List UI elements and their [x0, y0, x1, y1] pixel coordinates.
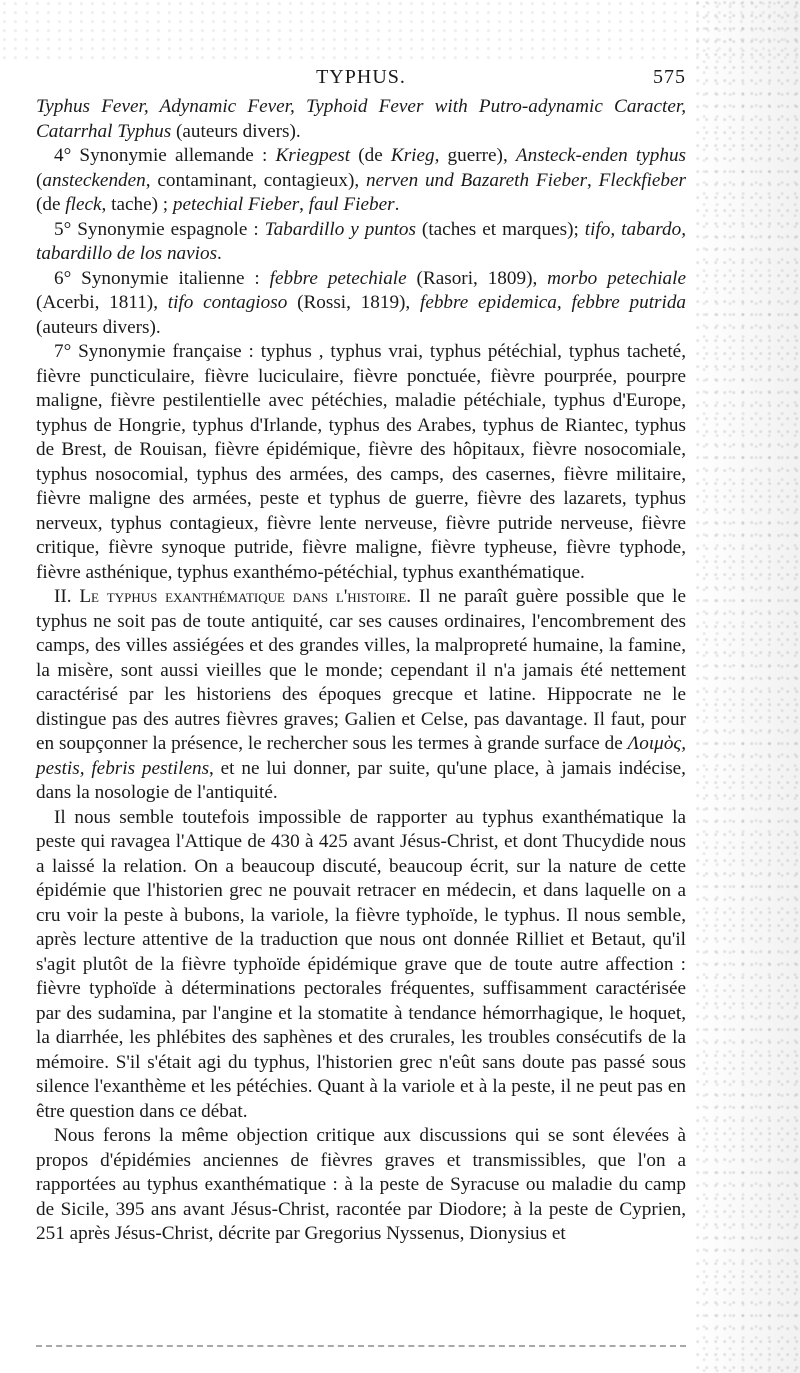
italic-term: petechial Fieber [172, 194, 300, 215]
text-span: , contaminant, contagieux), [145, 169, 366, 191]
paragraph-french-synonyms: 7° Synonymie française : typhus , typhus vrai, typhus pétéchial, typhus tacheté, fièvre puncticulaire, fièvre luciculaire, fièvre ponctuée, fièvre pourprée, pourpre maligne, fièvre pestilentielle avec pétéchies, maladie pétéchiale, typhus d'Europe, typhus de Hongrie, typhus d'Irlande, typhus des Arabes, typhus de Riantec, typhus de Brest, de Rouisan, fièvre épidémique, fièvre des hôpitaux, fièvre nosocomiale, typhus nosocomial, typhus des armées, des camps, des casernes, fièvre militaire, fièvre maligne des armées, peste et typhus de guerre, fièvre des lazarets, typhus nerveux, typhus contagieux, fièvre lente nerveuse, fièvre putride nerveuse, fièvre critique, fièvre synoque putride, fièvre maligne, fièvre typheuse, fièvre typhode, fièvre asthénique, typhus exanthémo-pétéchial, typhus exanthématique. [36, 341, 686, 583]
text-span: , guerre), [434, 145, 516, 166]
italic-term: fleck [65, 194, 102, 215]
text-span: (Rasori, 1809), [406, 267, 548, 289]
paragraph-attica-plague: Il nous semble toutefois impossible de rapporter au typhus exanthématique la peste qui ravagea l'Attique de 430 à 425 avant Jésus-Christ, et dont Thucydide nous a laissé la relation. On a beaucoup discuté, beaucoup écrit, sur la nature de cette épidémie que l'historien grec ne pouvait retracer en médecin, et dans laquelle on a cru voir la peste à bubons, la variole, la fièvre typhoïde, le typhus. Il nous semble, après lecture attentive de la traduction que nous ont donnée Rilliet et Betaut, qu'il s'agit plutôt de la fièvre typhoïde épidémique grave que de toute autre affection : fièvre typhoïde à déterminations pectorales fréquentes, suffisamment caractérisée par des sudamina, par l'angine et la stomatite à tendance hémorrhagique, le hoquet, la diarrhée, les phlébites des saphènes et des crurales, les troubles consécutifs de la mémoire. S'il s'était agi du typhus, l'historien grec n'eût sans doute pas passé sous silence l'exanthème et les pétéchies. Quant à la variole et à la peste, il ne peut pas en être question dans ce débat. [36, 806, 686, 1122]
italic-term: nerven und Bazareth Fieber [365, 169, 588, 191]
italic-term: ansteckenden [42, 169, 146, 191]
scan-noise-margin [695, 0, 800, 1373]
section-heading: II. Le typhus exanthématique dans l'histoire. [54, 586, 412, 607]
text-span: . [217, 243, 222, 264]
text-span: (de [36, 194, 66, 215]
text-span: Il ne paraît guère possible que le typhus ne soit pas de toute antiquité, car ses causes ordinaires, l'encombrement des camps, des villes assiégées et des grandes villes, la malpropreté humaine, la famine, la misère, sont aussi vieilles que le monde; cependant il n'a jamais été nettement caractérisé par les historiens des époques grecque et latine. Hippocrate ne le distingue pas des autres fièvres graves; Galien et Celse, pas davantage. Il faut, pour en soupçonner la présence, le rechercher sous les termes à grande surface de [36, 586, 686, 754]
paragraph-spanish-synonyms [36, 218, 686, 267]
paragraph-english-synonyms [36, 95, 686, 144]
italic-term: febbre epidemica, febbre putrida [419, 292, 687, 313]
italic-term: faul Fieber [308, 194, 395, 215]
text-span: 5° Synonymie espagnole : [54, 218, 265, 240]
running-title: TYPHUS. [316, 66, 406, 88]
text-span: , [299, 194, 309, 215]
italic-term: tifo contagioso [167, 292, 288, 313]
italic-term: tifo, tabardo, tabardillo de los navios [36, 218, 686, 264]
italic-term: Ansteck-enden typhus [515, 145, 687, 166]
scan-noise-top [0, 0, 800, 62]
text-span: (taches et marques); [415, 218, 585, 240]
italic-term: Krieg [390, 145, 435, 166]
text-span: , et ne lui donner, par suite, qu'une place, à jamais indécise, dans la nosologie de l'antiquité. [36, 757, 686, 803]
text-span: 6° Synonymie italienne : [54, 267, 270, 289]
footer-rule [36, 1345, 686, 1347]
italic-term: Tabardillo y puntos [264, 218, 416, 240]
text-span: , tache) ; [101, 194, 173, 215]
italic-term: febbre petechiale [269, 267, 407, 289]
italic-term: morbo petechiale [547, 267, 686, 289]
paragraph-objection: Nous ferons la même objection critique aux discussions qui se sont élevées à propos d'épidémies anciennes de fièvres graves et transmissibles, que l'on a rapportées au typhus exanthématique : à la peste de Syracuse ou maladie du camp de Sicile, 395 ans avant Jésus-Christ, racontée par Diodore; à la peste de Cyprien, 251 après Jésus-Christ, décrite par Gregorius Nyssenus, Dionysius et [36, 1125, 686, 1244]
text-span: , [587, 169, 599, 191]
italic-term: Λοιμὸς, pestis, febris pestilens [36, 733, 686, 779]
text-span: . [394, 194, 400, 215]
paragraph-history-intro [36, 585, 686, 806]
text-span: (auteurs divers). [171, 120, 301, 142]
page-number: 575 [653, 66, 686, 88]
text-span: (Rossi, 1819), [287, 292, 420, 313]
paragraph-italian-synonyms [36, 267, 686, 341]
text-span: (de [350, 145, 391, 166]
text-span: 4° Synonymie allemande : [54, 145, 276, 166]
italic-term: Typhus Fever, Adynamic Fever, Typhoid Fever with Putro-adynamic Caracter, Catarrhal Typhus [36, 96, 686, 142]
text-span: (auteurs divers). [36, 316, 161, 338]
text-span: (Acerbi, 1811), [36, 292, 168, 313]
italic-term: Fleckfieber [598, 169, 686, 191]
paragraph-german-synonyms [36, 144, 686, 218]
text-span: ( [36, 169, 43, 191]
body-text [36, 95, 686, 1247]
running-header [36, 62, 686, 92]
italic-term: Kriegpest [275, 145, 351, 166]
